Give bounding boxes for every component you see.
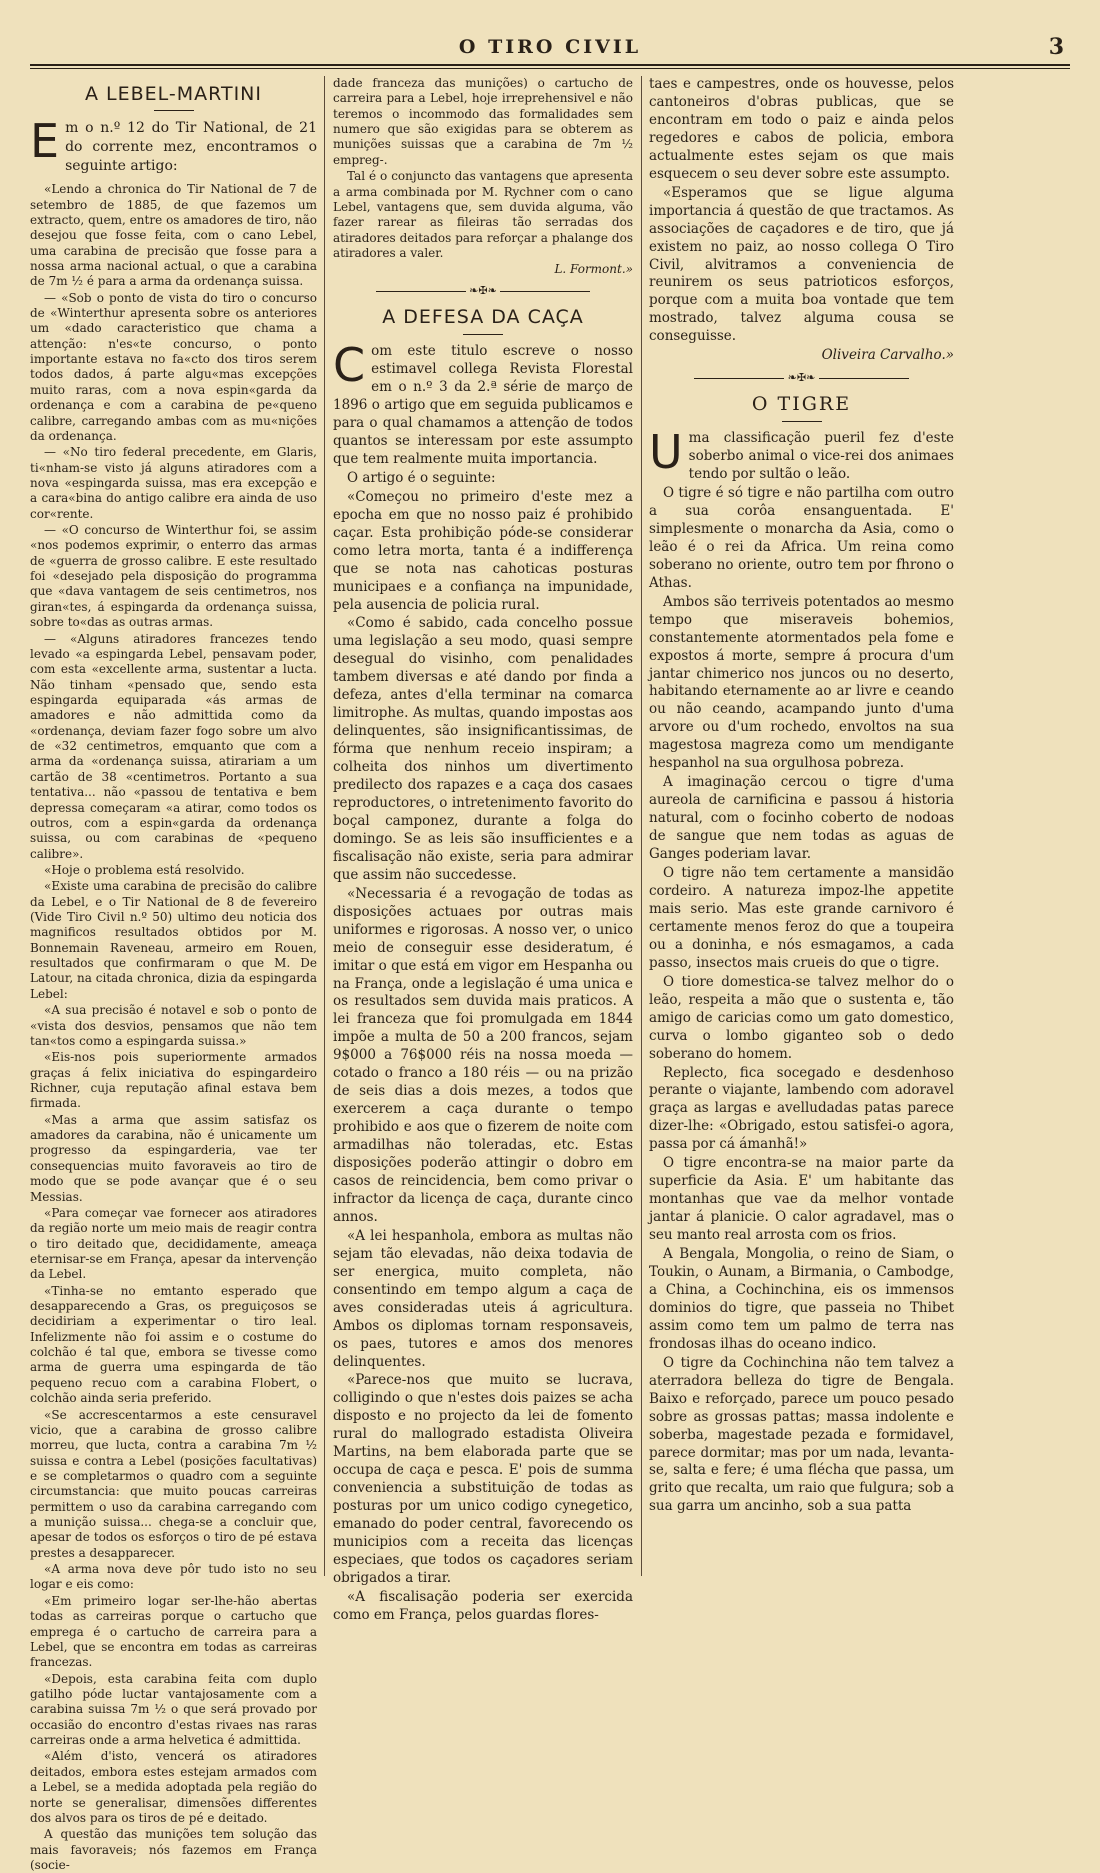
paragraph: Tal é o conjuncto das vantagens que apresenta a arma combinada por M. Rychner com o cano Lebel, vantagens que, sem duvida alguma, vão fazer rarear as fileiras tão serradas dos atiradores deitados para reforçar a phalange dos atiradores a valer. [333, 169, 633, 260]
title-rule [782, 421, 822, 422]
continued-text [649, 76, 954, 346]
paragraph: — «Sob o ponto de vista do tiro o concurso de «Winterthur apresenta sobre os anteriores um «dado caracteristico que chama a attenção: n'es«te concurso, o ponto importante estava no fa«cto dos tiros serem todos dados, á parte algu«mas excepções muito raras, com a nova espin«garda da ordenança e com a carabina de pe«queno calibre, carregando ambas com as mu«nições da ordenança. [30, 290, 317, 443]
column-2 [333, 76, 633, 1623]
paragraph: A imaginação cercou o tigre d'uma aureola de carnificina e passou á historia natural, com o focinho coberto de nodoas de sangue que nem todas as aguas de Ganges poderiam lavar. [649, 774, 954, 863]
paragraph: «Mas a arma que assim satisfaz os amadores da carabina, não é unicamente um progresso da espingarderia, vae ter consequencias muito favoraveis ao tiro de modo que se pode avançar que é o seu Messias. [30, 1112, 317, 1204]
signature-formont: L. Formont.» [554, 262, 633, 277]
drop-cap: U [649, 425, 683, 480]
paragraph: «Necessaria é a revogação de todas as disposições actuaes por outras mais uniformes e rigorosas. A nosso ver, o unico meio de conseguir esse desideratum, é imitar o que está em vigor em Hespanha ou na França, onde a legislação é uma unica e os resultados sem duvida mais praticos. A lei franceza que foi promulgada em 1844 impõe a multa de 50 a 200 francos, sejam 9$000 a 76$000 réis na nossa moeda — cotado o franco a 180 réis — ou na prizão de seis dias a dois mezes, a todos que exercerem a caça durante o tempo prohibido e aos que o fizerem de noite com armadilhas não toleradas, etc. Estas disposições poderão attingir o dobro em casos de reincidencia, bem como privar o infractor da licença de caça, durante cinco annos. [333, 885, 633, 1225]
title-rule [463, 334, 503, 335]
signature-oliveira: Oliveira Carvalho.» [821, 347, 954, 364]
intro-text: om este titulo escreve o nosso estimavel collega Revista Florestal em o n.º 3 da 2.ª série de março de 1896 o artigo que em seguida publicamos e para o qual chamamos a attenção de todos quantos se interessam por este assumpto que tem realmente muita importancia. [333, 343, 633, 467]
paragraph: O tigre da Cochinchina não tem talvez a aterradora belleza do tigre de Bengala. Baixo e reforçado, parece um pouco pesado sobre as grossas pattas; massa indolente e soberba, magestade pezada e formidavel, parece dormitar; mas por um nada, levanta-se, salta e fere; é uma flécha que passa, um grito que recalta, um raio que fulgura; sob a sua garra um ancinho, sob a sua patta [649, 1354, 954, 1515]
paragraph: Replecto, fica socegado e desdenhoso perante o viajante, lambendo com adoravel graça as largas e avelludadas patas parece dizer-lhe: «Obrigado, estou satisfei-o agora, passa por cá ámanhã!» [649, 1064, 954, 1153]
paragraph: O tigre é só tigre e não partilha com outro a sua corôa ensanguentada. E' simplesmente o monarcha da Asia, como o leão é o rei da Africa. Um reina como soberano no oriente, outro tem por fhrono o Athas. [649, 485, 954, 591]
paragraph: taes e campestres, onde os houvesse, pelos cantoneiros d'obras publicas, que se encontram em todo o paiz e ainda pelos regedores e cabos de policia, embora actualmente estes sejam os que mais esquecem o seu dever sobre este assumpto. [649, 76, 954, 182]
ornament-divider: ❧✠❧ [649, 371, 954, 386]
paragraph: «Hoje o problema está resolvido. [44, 862, 245, 877]
intro-text: m o n.º 12 do Tir National, de 21 do corrente mez, encontramos o seguinte artigo: [65, 120, 317, 174]
paragraph: «Lendo a chronica do Tir National de 7 de setembro de 1885, de que fazemos um extracto, quem, entre os amadores de tiro, não desejou que fosse feita, com o cano Lebel, uma carabina de precisão que fosse para a nossa arma nacional actual, o que a carabina de 7m ½ é para a arma da ordenança suissa. [30, 182, 317, 289]
article-intro [30, 114, 317, 175]
paragraph: «Depois, esta carabina feita com duplo gatilho póde luctar vantajosamente com a carabina suissa 7m ½ o que será provado por occasião do encontro d'estas rivaes nas raras carreiras onde a arma helvetica é admittida. [30, 1671, 317, 1748]
paragraph: dade franceza das munições) o cartucho de carreira para a Lebel, hoje irreprehensivel e não teremos o incommodo das formalidades sem numero que são exigidas para se obterem as munições suissas que a carabina de 7m ½ empreg-. [333, 76, 633, 167]
article-body-lebel [30, 182, 317, 1873]
paragraph: «A sua precisão é notavel e sob o ponto de «vista dos desvios, pensamos que não tem tan«tos como a espingarda suissa.» [30, 1003, 317, 1048]
paragraph: «A fiscalisação poderia ser exercida como em França, pelos guardas flores- [333, 1588, 633, 1623]
paragraph: «Eis-nos pois superiormente armados graças á felix iniciativa do espingardeiro Richner, cuja reputação afinal estava bem firmada. [30, 1050, 317, 1111]
page-number: 3 [1048, 34, 1064, 60]
paragraph: «Tinha-se no emtanto esperado que desapparecendo a Gras, os preguiçosos se decidiriam a experimentar o tiro leal. Infelizmente não foi assim e o costume do colchão é tal que, embora se tivesse como arma de guerra uma espingarda de tão pequeno recuo com a carabina Flobert, o colchão ainda seria preferido. [30, 1283, 317, 1406]
article-title-lebel-martini: A LEBEL-MARTINI [84, 83, 262, 105]
paragraph: «Para começar vae fornecer aos atiradores da região norte um meio mais de reagir contra o tiro deitado que, decididamente, ameaça eternisar-se em França, apesar da intervenção da Lebel. [30, 1205, 317, 1282]
intro-text: ma classificação pueril fez d'este soberbo animal o vice-rei dos animaes tendo por sultão o leão. [688, 430, 954, 483]
article-intro [333, 338, 633, 469]
paragraph: «Além d'isto, vencerá os atiradores deitados, embora estes estejam armados com a Lebel, se a medida adoptada pela região do norte se generalisar, dimensões differentes dos alvos para os tiros de pé e deitado. [30, 1749, 317, 1825]
paragraph: O tigre encontra-se na maior parte da superficie da Asia. E' um habitante das montanhas que vae da melhor vontade jantar á planicie. O calor agradavel, mas o seu manto real arrosta com os frios. [649, 1155, 954, 1244]
paragraph: A questão das munições tem solução das mais favoraveis; nós fazemos em França (socie- [30, 1827, 317, 1872]
ornament-divider: ❧✠❧ [333, 284, 633, 299]
column-divider [324, 76, 325, 1576]
paragraph: — «No tiro federal precedente, em Glaris, ti«nham-se visto já alguns atiradores com a nova «espingarda suissa, mas era excepção e a cara«bina do antigo calibre era ainda de uso cor«rente. [30, 445, 317, 521]
paragraph: O artigo é o seguinte: [347, 469, 496, 486]
paragraph: «Começou no primeiro d'este mez a epocha em que no nosso paiz é prohibido caçar. Esta prohibição póde-se considerar como letra morta, tanta é a indifferença que se nota nas cahoticas posturas municipaes e a confiança na impunidade, pela ausencia de policia rural. [333, 488, 633, 613]
paragraph: «Esperamos que se ligue alguma importancia á questão de que tractamos. As associações de caçadores e de tiro, que já existem no paiz, ao nosso collega O Tiro Civil, alvitramos a conveniencia de reunirem os seus patrioticos esforços, porque com a muita boa vontade que tem mostrado, talvez alguma cousa se conseguisse. [649, 184, 954, 345]
paragraph: «Existe uma carabina de precisão do calibre da Lebel, e o Tir National de 8 de fevereiro (Vide Tiro Civil n.º 50) ultimo deu noticia dos magnificos resultados obtidos por M. Bonnemain Raveneau, armeiro em Rouen, resultados que confirmaram o que M. De Latour, na citada chronica, dizia da espingarda Lebel: [30, 879, 317, 1001]
paragraph: «Parece-nos que muito se lucrava, colligindo o que n'estes dois paizes se acha disposto e no projecto da lei de fomento rural do mallogrado estadista Oliveira Martins, na bem elaborada parte que se occupa de caça e pesca. E' pois de summa conveniencia a substituição de todas as posturas por um unico codigo cynegetico, emanado do poder central, favorecendo os municipios com a receita das licenças especiaes, que todos os caçadores seriam obrigados a tirar. [333, 1372, 633, 1586]
column-1 [30, 76, 317, 1872]
paragraph: — «O concurso de Winterthur foi, se assim «nos podemos exprimir, o enterro das armas de «guerra de grosso calibre. E este resultado foi «desejado pela disposição do programma que «dava vantagem de seis centimetros, nos giran«tes, á espingarda da ordenança suissa, sobre to«das as outras armas. [30, 523, 317, 630]
paragraph: O tigre não tem certamente a mansidão cordeiro. A natureza impoz-lhe appetite mais serio. Mas este grande carnivoro é certamente menos feroz do que a toupeira ou a doninha, e nós esmagamos, a cada passo, insectos mais crueis do que o tigre. [649, 865, 954, 971]
article-title-tigre: O TIGRE [751, 392, 852, 415]
article-body-defesa [333, 470, 633, 1625]
article-intro [649, 425, 954, 484]
paragraph: «A arma nova deve pôr tudo isto no seu logar e eis como: [30, 1562, 317, 1592]
drop-cap: E [30, 114, 60, 169]
paragraph: «Em primeiro logar ser-lhe-hão abertas todas as carreiras porque o cartucho que emprega é o cartucho de carreira para a Lebel, que se encontra em todas as carreiras francezas. [30, 1593, 317, 1670]
paragraph: Ambos são terriveis potentados ao mesmo tempo que miseraveis bohemios, constantemente atormentados pela fome e expostos á morte, sempre á procura d'um jantar chimerico nos juncos ou no deserto, habitando eternamente ao ar livre e ceando ou não ceando, acampando junto d'uma arvore ou d'um rochedo, envoltos na sua magestosa magreza como um mendigante hespanhol na sua orgulhosa pobreza. [649, 593, 954, 772]
paragraph: «Como é sabido, cada concelho possue uma legislação a seu modo, quasi sempre desegual do visinho, com penalidades tambem diversas e até dando por finda a defeza, antes d'ella terminar na comarca limitrophe. As multas, quando impostas aos delinquentes, são insignificantissimas, de fórma que nenhum receio inspiram; a colheita dos ninhos um divertimento predilecto dos rapazes e a caça dos casaes reproductores, o intretenimento favorito do boçal camponez, durante a folga do domingo. Se as leis são insufficientes e a fiscalisação não existe, seria para admirar que assim não succedesse. [333, 615, 633, 883]
header-rule [30, 64, 1070, 69]
column-3 [649, 76, 954, 1576]
title-rule [154, 110, 194, 111]
running-title: O TIRO CIVIL [458, 36, 642, 58]
drop-cap: C [333, 338, 366, 393]
continued-text [333, 76, 633, 261]
column-divider [641, 76, 642, 1576]
paragraph: — «Alguns atiradores francezes tendo levado «a espingarda Lebel, pensavam poder, com esta «excellente arma, sustentar a lucta. Não tinham «pensado que, sendo esta espingarda equiparada «ás armas de amadores e não admittida como da «ordenança, deviam fazer fogo sobre um alvo de «32 centimetros, emquanto que com a arma da «ordenança suissa, atirariam a um cartão de 38 «centimetros. Portanto a sua tentativa... não «passou de tentativa e bem depressa começaram «a atirar, como todos os outros, com a espin«garda da ordenança suissa, ou com carabinas de «pequeno calibre». [30, 631, 317, 861]
article-body-tigre [649, 485, 954, 1516]
paragraph: «Se accrescentarmos a este censuravel vicio, que a carabina de grosso calibre morreu, que lucta, contra a carabina 7m ½ suissa e contra a Lebel (posições facultativas) e se completarmos o quadro com a seguinte circumstancia: que muito poucas carreiras permittem o uso da carabina carregando com a munição suissa... chega-se a concluir que, apesar de todos os esforços o tiro de pé estava prestes a desapparecer. [30, 1407, 317, 1560]
article-title-defesa-caca: A DEFESA DA CAÇA [382, 305, 584, 328]
paragraph: O tiore domestica-se talvez melhor do o leão, respeita a mão que o sustenta e, tão amigo de caricias como um gato domestico, curva o lombo giganteo sob o dedo soberano do homem. [649, 973, 954, 1062]
paragraph: «A lei hespanhola, embora as multas não sejam tão elevadas, não deixa todavia de ser energica, muito completa, não consentindo em tempo algum a caça de aves consideradas uteis á agricultura. Ambos os diplomas tornam responsaveis, os paes, tutores e amos dos menores delinquentes. [333, 1227, 633, 1370]
page-header [30, 34, 1070, 68]
paragraph: A Bengala, Mongolia, o reino de Siam, o Toukin, o Aunam, a Birmania, o Cambodge, a China, a Cochinchina, eis os immensos dominios do tigre, que passeia no Thibet assim como tem um palmo de terra nas frondosas ilhas do oceano indico. [649, 1246, 954, 1352]
